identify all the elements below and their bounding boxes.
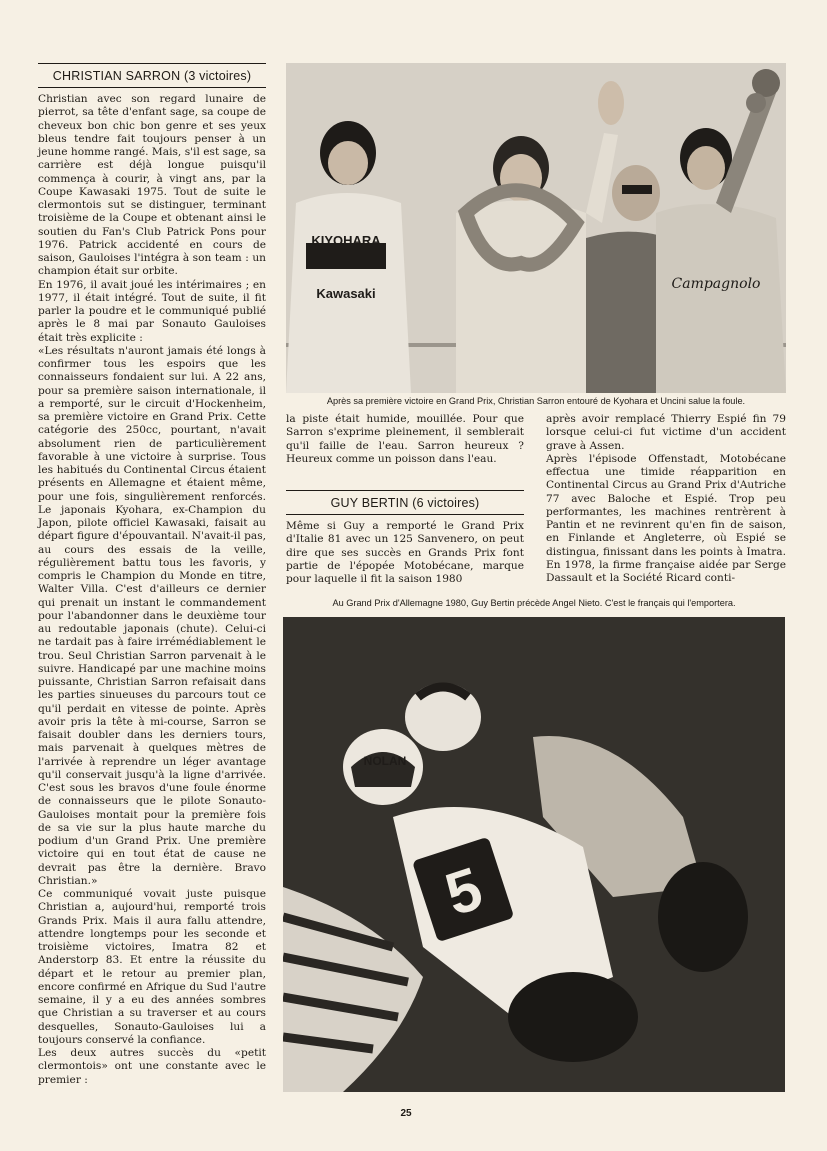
left-column xyxy=(38,63,266,1087)
middle-column-bertin xyxy=(286,490,524,586)
podium-photo xyxy=(286,63,786,393)
rider-right-sponsor: Campagnolo xyxy=(671,276,761,292)
middle-column-top xyxy=(286,413,524,466)
right-paragraph-1: après avoir remplacé Thierry Espié fin 79 lorsque celui-ci fut victime d'un accident grave à Assen. xyxy=(546,413,786,452)
section-heading-sarron: CHRISTIAN SARRON (3 victoires) xyxy=(38,63,266,88)
rider-left-sponsor: Kawasaki xyxy=(316,286,376,301)
right-column xyxy=(546,413,786,585)
race-photo xyxy=(283,617,785,1092)
podium-illustration xyxy=(286,63,786,393)
continuation-text: la piste était humide, mouillée. Pour que Sarron s'exprime pleinement, il semblerait qu'il faille de l'eau. Sarron heureux ? Heureux comme un poisson dans l'eau. xyxy=(286,413,524,465)
paragraph: En 1976, il avait joué les intérimaires ; en 1977, il était intégré. Tout de suite, il fit parler la poudre et le communiqué publié après le 8 mai par Sonauto Gauloises était très explicite : xyxy=(38,278,266,344)
article-body-sarron xyxy=(38,93,266,1087)
helmet-brand: NOLAN xyxy=(363,754,407,768)
article-body-bertin: Même si Guy a remporté le Grand Prix d'Italie 81 avec un 125 Sanvenero, on peut dire que ses succès en Grands Prix font partie de l'épopée Motobécane, marque pour laquelle il fit la saison 1980 xyxy=(286,520,524,585)
page-number: 25 xyxy=(400,1108,412,1119)
right-paragraph-2: Après l'épisode Offenstadt, Motobécane effectua une timide réapparition en Continental Circus au Grand Prix d'Autriche 77 avec Baloche et Espié. Trop peu performantes, les machines rentrèrent à Pantin et ne revinrent qu'en fin de saison, en Finlande et Angleterre, où Espié se distingua, finissant dans les points à Imatra. En 1978, la firme française aidée par Serge Dassault et la Société Ricard conti- xyxy=(546,452,786,584)
rider-left-name: KIYOHARA xyxy=(311,233,381,248)
bottom-photo-caption: Au Grand Prix d'Allemagne 1980, Guy Bertin précède Angel Nieto. C'est le français qui l'emportera. xyxy=(332,598,736,608)
top-photo-caption: Après sa première victoire en Grand Prix, Christian Sarron entouré de Kyohara et Uncini salue la foule. xyxy=(326,396,746,406)
section-heading-bertin: GUY BERTIN (6 victoires) xyxy=(286,490,524,515)
paragraph: Les deux autres succès du «petit clermontois» ont une constante avec le premier : xyxy=(38,1047,266,1086)
paragraph: «Les résultats n'auront jamais été longs à confirmer tous les espoirs que les connaisseurs fondaient sur lui. A 22 ans, pour sa première saison internationale, il a remporté, sur le circuit d'Hockenheim, sa première victoire en Grand Prix. Cette catégorie des 250cc, pourtant, n'avait absolument rien de particulièrement favorable à une victoire à surprise. Tous les habitués du Continental Circus étaient présents en Allemagne et étaient même, pour une fois, singulièrement renforcés. Le japonais Kyohara, ex-Champion du Japon, pilote officiel Kawasaki, faisait au départ figure d'épouvantail. N'avait-il pas, au cours des essais de la veille, régulièrement battu tous les favoris, y compris le Champion du Monde en titre, Walter Villa. C'est d'ailleurs ce dernier qui prenait un instant le commandement pour l'abandonner dans le deuxième tour au redoutable japonais (chute). Celui-ci ne tardait pas à faire irrémédiablement le trou. Seul Christian Sarron parvenait à le suivre. Handicapé par une machine moins puissante, Christian Sarron refaisait dans les parties sinueuses du parcours tout ce qu'il perdait en vitesse de pointe. Après avoir pris la tête à mi-course, Sarron se faisait doubler dans les derniers tours, mais parvenait à quelques mètres de l'arrivée à reprendre un léger avantage qu'il conservait jusqu'à la ligne d'arrivée. C'est sous les bravos d'une foule énorme de connaisseurs que le pilote Sonauto-Gauloises montait pour la première fois de sa vie sur la plus haute marche du podium d'un Grand Prix. Une première victoire qui en tout état de cause ne devrait pas être la dernière. Bravo Christian.» xyxy=(38,344,266,887)
race-illustration xyxy=(283,617,785,1092)
paragraph: Ce communiqué vovait juste puisque Christian a, aujourd'hui, remporté trois Grands Prix. Mais il aura fallu attendre, attendre longtemps pour les seconde et troisième victoires, Imatra 82 et Anderstorp 83. Et entre la réussite du départ et le retour au premier plan, encore confirmé en Afrique du Sud l'autre semaine, il y a eu des années sombres que Christian a su traverser et au cours desquelles, Sonauto-Gauloises lui a toujours conservé la confiance. xyxy=(38,888,266,1046)
paragraph: Christian avec son regard lunaire de pierrot, sa tête d'enfant sage, sa coupe de cheveux bon chic bon genre et ses yeux bleus tendre fait toujours penser à un jeune homme rangé. Mais, s'il est sage, sa carrière est déjà longue puisqu'il commença à courir, à vingt ans, par la Coupe Kawasaki 1975. Tout de suite le clermontois sut se distinguer, terminant troisième de la Coupe et obtenant ainsi le soutien du Fan's Club Patrick Pons pour 1976. Patrick accidenté en cours de saison, Gauloises l'intégra à son team : un champion était sur orbite. xyxy=(38,93,266,278)
bike-number: 5 xyxy=(437,854,490,929)
